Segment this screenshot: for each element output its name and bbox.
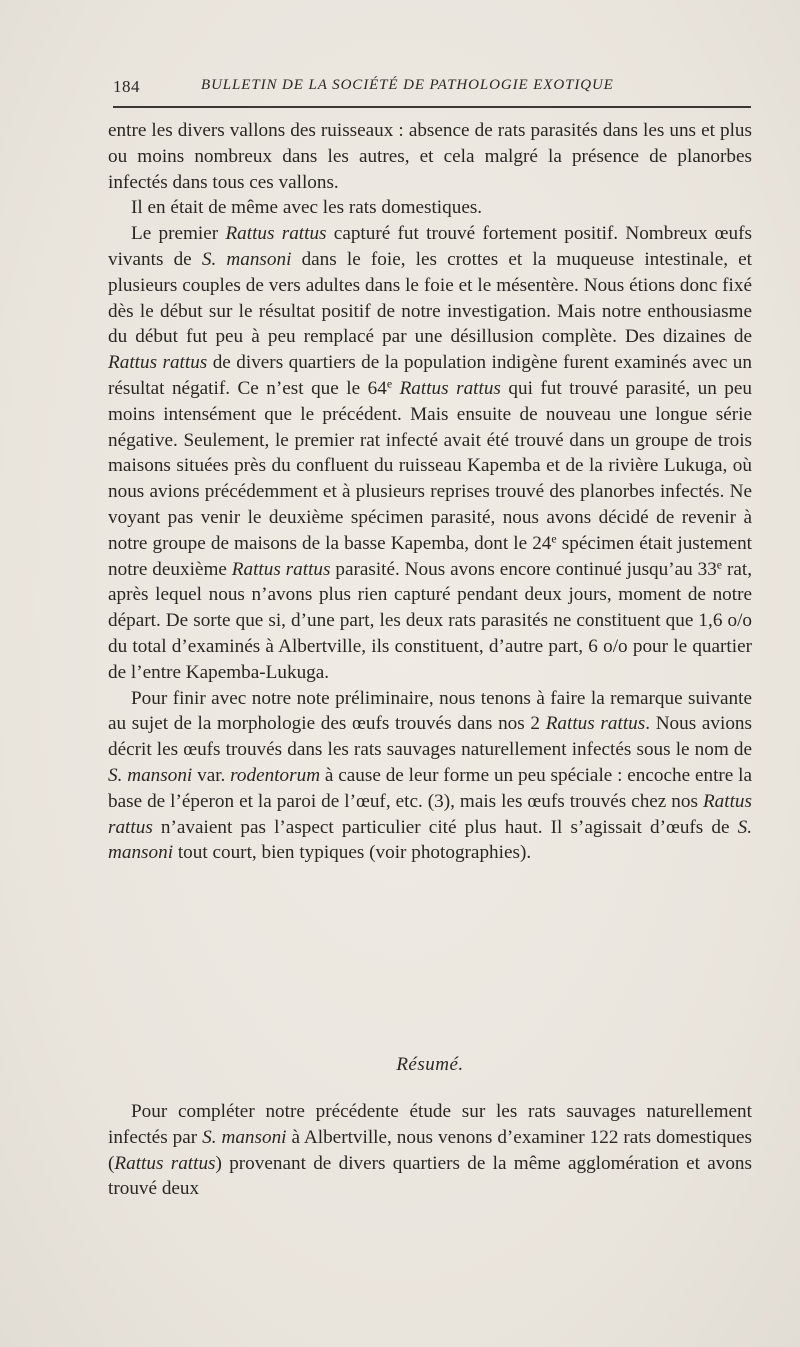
text-run: Pour finir avec notre note préliminaire, nous tenons à faire la remarque suivante au sujet de la morphologie des œufs trouvés dans nos 2 (108, 687, 752, 735)
body-paragraph (108, 686, 752, 867)
superscript-text: e (386, 376, 393, 391)
italic-text: Rattus rattus (225, 223, 327, 245)
text-run: rat, après lequel nous n’avons plus rien capturé pendant deux jours, moment de notre départ. De sorte que si, d’une part, les deux rats parasités ne constituent que 1,6 o/o du total d’examinés à Albertville, ils constituent, d’autre part, 6 o/o pour le quartier de l’entre Kapemba-Lukuga. (108, 558, 752, 683)
header-rule (113, 106, 751, 108)
page-number: 184 (113, 77, 140, 96)
italic-text: Rattus rattus (114, 1152, 216, 1174)
text-run: de divers quartiers de la population indigène furent examinés avec un résultat négatif. Ce n’est que le 64 (108, 352, 752, 399)
italic-text: S. mansoni (202, 1126, 287, 1148)
superscript-text: e (716, 557, 723, 571)
text-run: tout court, bien typiques (voir photographies). (173, 842, 532, 864)
text-run: entre les divers vallons des ruisseaux : absence de rats parasités dans les uns et plus ou moins nombreux dans les autres, et cela malgré la présence de planorbes infectés dans tous ces vallons. (108, 120, 752, 193)
running-title: BULLETIN DE LA SOCIÉTÉ DE PATHOLOGIE EXOTIQUE (201, 77, 614, 93)
text-run: var. (192, 764, 231, 786)
text-run: . Nous avions décrit les œufs trouvés dans les rats sauvages naturellement infectés sous le nom de (108, 713, 752, 761)
text-run: spécimen était justement notre deuxième (108, 532, 752, 580)
italic-text: Rattus rattus (231, 558, 331, 580)
text-run: à cause de leur forme un peu spéciale : encoche entre la base de l’éperon et la paroi de l’œuf, etc. (3), mais les œufs trouvés chez nos (108, 764, 752, 812)
text-run: n’avaient pas l’aspect particulier cité plus haut. Il s’agissait d’œufs de (152, 816, 738, 838)
italic-text: S. mansoni (108, 764, 193, 786)
body-paragraph (108, 195, 752, 221)
text-run: qui fut trouvé parasité, un peu moins intensément que le précédent. Mais ensuite de nouveau une longue série négative. Seulement, le premier rat infecté avait été trouvé dans un groupe de trois maisons situées près du confluent du ruisseau Kapemba et de la rivière Lukuga, où nous avions précédemment et à plusieurs reprises trouvé des planorbes infectés. Ne voyant pas venir le deuxième spécimen parasité, nous avons décidé de revenir à notre groupe de maisons de la basse Kapemba, dont le 24 (108, 377, 752, 554)
italic-text: rodentorum (230, 764, 321, 786)
italic-text: Rattus rattus (108, 352, 208, 374)
text-run: Pour compléter notre précédente étude sur les rats sauvages naturellement infectés par (108, 1101, 752, 1148)
text-run: parasité. Nous avons encore continué jusqu’au 33 (330, 558, 717, 580)
text-run: capturé fut trouvé fortement positif. Nombreux œufs vivants de (108, 223, 752, 270)
section-heading-resume: Résumé. (396, 1054, 464, 1075)
text-run: à Albertville, nous venons d’examiner 122 rats domestiques ( (108, 1126, 752, 1174)
body-paragraph (108, 221, 752, 685)
summary-paragraph (108, 1099, 752, 1202)
summary-text (108, 1099, 752, 1202)
italic-text: Rattus rattus (399, 377, 501, 399)
italic-text: Rattus rattus (545, 713, 646, 735)
text-run: dans le foie, les crottes et la muqueuse intestinale, et plusieurs couples de vers adultes dans le foie et le mésentère. Nous étions donc fixé dès le début sur le résultat positif de notre investigation. Mais notre enthousiasme du début fut peu à peu remplacé par une désillusion complète. Des dizaines de (108, 248, 753, 348)
page-header (113, 77, 751, 101)
italic-text: S. mansoni (201, 248, 292, 270)
text-run (392, 378, 399, 399)
text-run: Il en était de même avec les rats domestiques. (131, 197, 483, 219)
text-run: ) provenant de divers quartiers de la même agglomération et avons trouvé deux (108, 1152, 752, 1200)
superscript-text: e (551, 531, 557, 546)
text-run: Le premier (131, 223, 226, 245)
italic-text: S. mansoni (108, 816, 752, 864)
italic-text: Rattus rattus (108, 790, 752, 838)
body-text (108, 118, 752, 866)
body-paragraph (108, 118, 752, 195)
